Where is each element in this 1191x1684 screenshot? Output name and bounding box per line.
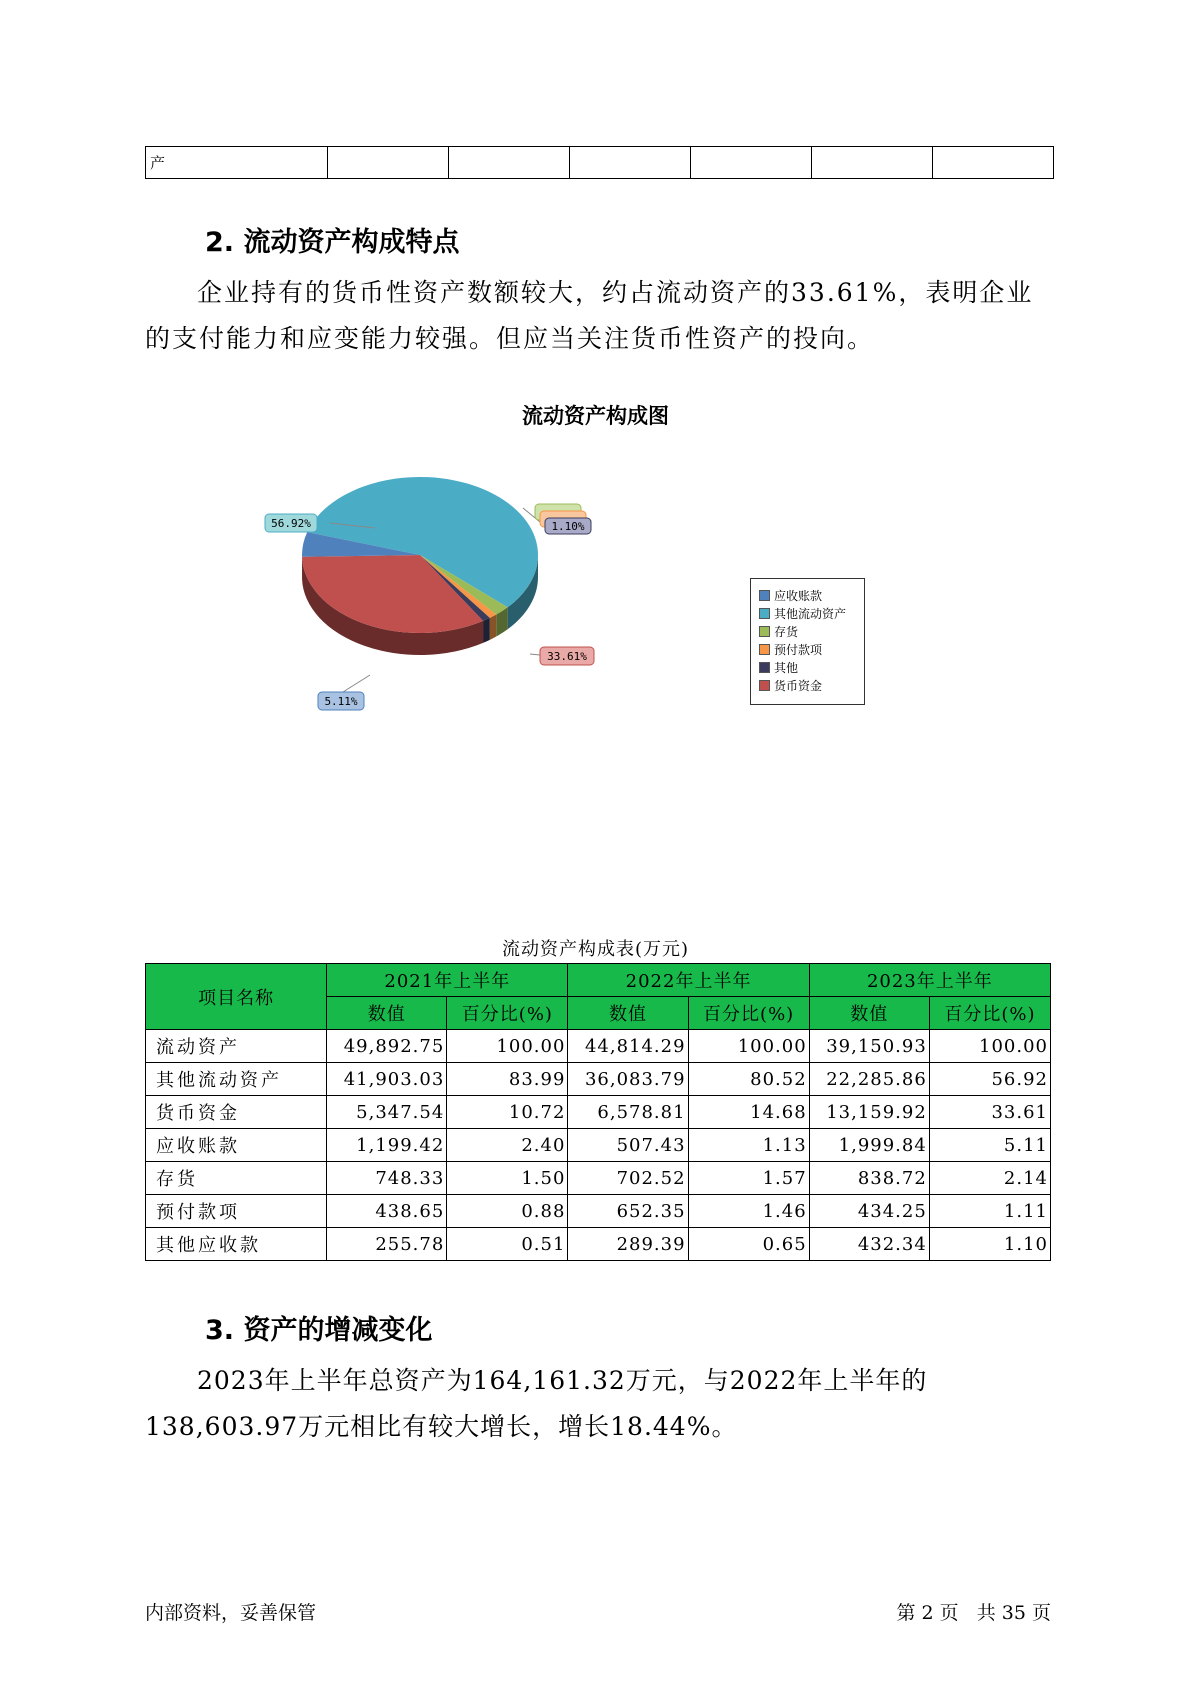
- row-cell: 432.34: [809, 1228, 929, 1261]
- row-cell: 1,199.42: [327, 1129, 447, 1162]
- footer-note: 内部资料，妥善保管: [145, 1602, 317, 1624]
- header-value: 数值: [568, 997, 688, 1030]
- row-cell: 1.46: [688, 1195, 809, 1228]
- legend-swatch: [759, 626, 770, 637]
- header-value: 数值: [327, 997, 447, 1030]
- row-cell: 83.99: [447, 1063, 568, 1096]
- svg-text:5.11%: 5.11%: [324, 695, 358, 708]
- row-cell: 0.51: [447, 1228, 568, 1261]
- pie-slice-side: [490, 615, 496, 640]
- chart-legend: [750, 578, 865, 705]
- prev-table-fragment: [145, 146, 1054, 179]
- section-2-title: 2. 流动资产构成特点: [205, 227, 460, 258]
- row-cell: 33.61: [929, 1096, 1050, 1129]
- row-cell: 100.00: [929, 1030, 1050, 1063]
- table-row: [146, 1195, 1051, 1228]
- row-cell: 0.65: [688, 1228, 809, 1261]
- table-row: [146, 1162, 1051, 1195]
- header-period: 2021年上半年: [327, 964, 568, 997]
- svg-text:56.92%: 56.92%: [271, 517, 311, 530]
- row-cell: 41,903.03: [327, 1063, 447, 1096]
- row-name: 其他流动资产: [146, 1063, 327, 1096]
- row-name: 流动资产: [146, 1030, 327, 1063]
- table-row: [146, 1129, 1051, 1162]
- row-cell: 13,159.92: [809, 1096, 929, 1129]
- legend-item: [759, 641, 822, 658]
- row-name: 存货: [146, 1162, 327, 1195]
- legend-swatch: [759, 608, 770, 619]
- legend-swatch: [759, 662, 770, 673]
- legend-label: 存货: [774, 625, 799, 639]
- row-cell: 6,578.81: [568, 1096, 688, 1129]
- header-period: 2023年上半年: [809, 964, 1050, 997]
- row-cell: 5,347.54: [327, 1096, 447, 1129]
- table-row: [146, 1063, 1051, 1096]
- row-cell: 0.88: [447, 1195, 568, 1228]
- page-number: 第 2 页 共 35 页: [896, 1602, 1051, 1624]
- row-cell: 56.92: [929, 1063, 1050, 1096]
- row-cell: 2.40: [447, 1129, 568, 1162]
- row-cell: 289.39: [568, 1228, 688, 1261]
- legend-label: 其他: [774, 661, 799, 675]
- legend-label: 预付款项: [774, 643, 823, 657]
- legend-item: [759, 659, 798, 676]
- legend-swatch: [759, 644, 770, 655]
- row-cell: 1.50: [447, 1162, 568, 1195]
- header-period: 2022年上半年: [568, 964, 809, 997]
- row-cell: 1.11: [929, 1195, 1050, 1228]
- row-cell: 255.78: [327, 1228, 447, 1261]
- svg-text:1.10%: 1.10%: [551, 520, 585, 533]
- legend-item: [759, 605, 846, 622]
- pie-label-cash: [540, 647, 594, 665]
- row-cell: 36,083.79: [568, 1063, 688, 1096]
- pie-label-other-current: [265, 514, 317, 532]
- row-cell: 652.35: [568, 1195, 688, 1228]
- row-name: 应收账款: [146, 1129, 327, 1162]
- row-cell: 100.00: [688, 1030, 809, 1063]
- section-3-paragraph: 2023年上半年总资产为164,161.32万元，与2022年上半年的138,603.97万元相比有较大增长，增长18.44%。: [145, 1366, 928, 1441]
- row-cell: 702.52: [568, 1162, 688, 1195]
- row-name: 货币资金: [146, 1096, 327, 1129]
- prev-table-cell: 产: [146, 147, 328, 179]
- legend-item: [759, 677, 822, 694]
- row-cell: 39,150.93: [809, 1030, 929, 1063]
- pie-label-small: [535, 504, 591, 534]
- legend-swatch: [759, 590, 770, 601]
- row-cell: 438.65: [327, 1195, 447, 1228]
- row-cell: 44,814.29: [568, 1030, 688, 1063]
- row-cell: 1.57: [688, 1162, 809, 1195]
- row-cell: 2.14: [929, 1162, 1050, 1195]
- row-cell: 100.00: [447, 1030, 568, 1063]
- pie-top: [302, 477, 538, 633]
- header-name: 项目名称: [146, 964, 327, 1030]
- table-row: [146, 1030, 1051, 1063]
- row-cell: 838.72: [809, 1162, 929, 1195]
- legend-item: [759, 623, 798, 640]
- legend-swatch: [759, 680, 770, 691]
- row-cell: 748.33: [327, 1162, 447, 1195]
- section-3-title: 3. 资产的增减变化: [205, 1315, 433, 1346]
- row-cell: 1,999.84: [809, 1129, 929, 1162]
- legend-label: 货币资金: [774, 679, 823, 693]
- row-name: 预付款项: [146, 1195, 327, 1228]
- row-cell: 507.43: [568, 1129, 688, 1162]
- row-cell: 1.10: [929, 1228, 1050, 1261]
- row-cell: 14.68: [688, 1096, 809, 1129]
- legend-item: [759, 587, 822, 604]
- pie-label-receivable: [318, 692, 364, 710]
- current-assets-table: [145, 963, 1051, 1261]
- pie-chart: [240, 470, 630, 720]
- row-cell: 49,892.75: [327, 1030, 447, 1063]
- pie-slice-side: [483, 618, 490, 643]
- header-pct: 百分比(%): [929, 997, 1050, 1030]
- row-cell: 80.52: [688, 1063, 809, 1096]
- chart-title: 流动资产构成图: [522, 404, 669, 428]
- table-row: [146, 1096, 1051, 1129]
- row-cell: 5.11: [929, 1129, 1050, 1162]
- header-pct: 百分比(%): [447, 997, 568, 1030]
- table-row: [146, 1228, 1051, 1261]
- legend-label: 其他流动资产: [774, 607, 847, 621]
- legend-label: 应收账款: [774, 589, 823, 603]
- header-pct: 百分比(%): [688, 997, 809, 1030]
- row-cell: 10.72: [447, 1096, 568, 1129]
- table-caption: 流动资产构成表(万元): [501, 939, 690, 960]
- row-cell: 22,285.86: [809, 1063, 929, 1096]
- header-value: 数值: [809, 997, 929, 1030]
- section-2-paragraph: 企业持有的货币性资产数额较大，约占流动资产的33.61%，表明企业的支付能力和应变能力较强。但应当关注货币性资产的投向。: [145, 278, 1034, 353]
- row-cell: 434.25: [809, 1195, 929, 1228]
- row-name: 其他应收款: [146, 1228, 327, 1261]
- row-cell: 1.13: [688, 1129, 809, 1162]
- svg-text:33.61%: 33.61%: [547, 650, 587, 663]
